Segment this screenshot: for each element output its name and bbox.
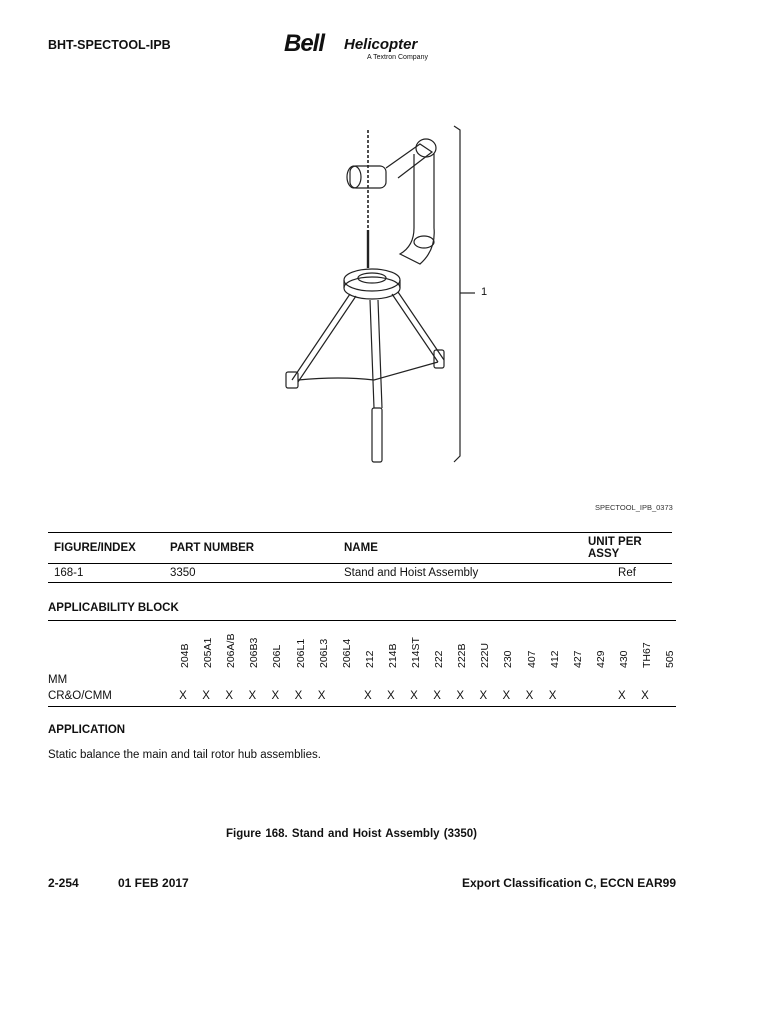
model-label: 222B (456, 643, 469, 668)
callout-number: 1 (481, 286, 488, 298)
document-id: BHT-SPECTOOL-IPB (48, 38, 171, 52)
application-text: Static balance the main and tail rotor hub assemblies. (48, 749, 321, 761)
col-figure-index: FIGURE/INDEX (48, 533, 164, 564)
applicability-mark: X (202, 690, 210, 702)
revision-date: 01 FEB 2017 (118, 876, 189, 890)
applicability-mark: X (387, 690, 395, 702)
applicability-mark: X (410, 690, 418, 702)
model-column-header (339, 626, 357, 668)
model-column-header (362, 626, 380, 668)
model-label: 214ST (410, 637, 422, 668)
model-column-header (477, 626, 495, 668)
model-label: 222U (479, 642, 492, 668)
model-label: 412 (548, 650, 561, 668)
model-column-header (547, 626, 565, 668)
applicability-mark: X (179, 690, 187, 702)
model-column-header (269, 626, 287, 668)
logo-main-text: Bell (284, 30, 325, 57)
model-column-header (524, 626, 542, 668)
model-column-header (500, 626, 518, 668)
model-label: 206L3 (317, 638, 330, 668)
model-column-header (200, 626, 218, 668)
model-column-header (662, 626, 680, 668)
cell-figure-index: 168-1 (48, 564, 164, 583)
model-label: 505 (664, 650, 677, 668)
model-label: 222 (433, 650, 446, 668)
model-label: 206L1 (294, 638, 307, 668)
model-column-header (616, 626, 634, 668)
model-column-header (431, 626, 449, 668)
model-label: 429 (594, 650, 607, 668)
cell-part-number: 3350 (164, 564, 338, 583)
model-label: TH67 (641, 642, 653, 668)
applicability-mark: X (433, 690, 441, 702)
stand-and-hoist-illustration (270, 118, 480, 468)
model-label: 204B (179, 643, 191, 668)
export-classification: Export Classification C, ECCN EAR99 (461, 876, 676, 890)
col-part-number: PART NUMBER (164, 533, 338, 564)
logo-tagline: A Textron Company (367, 54, 428, 61)
model-column-header (385, 626, 403, 668)
applicability-bottom-rule (48, 706, 676, 707)
model-column-header (570, 626, 588, 668)
model-label: 407 (525, 650, 538, 668)
col-name: NAME (338, 533, 582, 564)
model-column-header (408, 626, 426, 668)
model-label: 206L4 (340, 638, 353, 668)
applicability-title: APPLICABILITY BLOCK (48, 602, 179, 614)
applicability-mark: X (479, 690, 488, 702)
model-column-header (593, 626, 611, 668)
table-row (48, 564, 672, 583)
parts-table-header (48, 533, 672, 564)
model-column-header (639, 626, 657, 668)
row-label-mm: MM (48, 674, 68, 686)
drawing-reference: SPECTOOL_IPB_0373 (595, 503, 673, 512)
bell-helicopter-logo (284, 30, 444, 66)
parts-table (48, 532, 672, 583)
model-column-header (246, 626, 264, 668)
model-label: 205A1 (202, 637, 215, 668)
applicability-mark: X (525, 690, 534, 702)
applicability-mark: X (271, 690, 280, 702)
model-label: 212 (363, 650, 376, 668)
application-title: APPLICATION (48, 724, 126, 736)
applicability-mark: X (548, 690, 557, 702)
applicability-mark: X (641, 690, 649, 702)
logo-sub-text: Helicopter (344, 36, 418, 53)
model-label: 206L (271, 644, 284, 668)
figure-caption: Figure 168. Stand and Hoist Assembly (3350) (226, 828, 477, 840)
model-column-header (454, 626, 472, 668)
model-column-header (293, 626, 311, 668)
page-number: 2-254 (48, 876, 79, 890)
applicability-mark: X (248, 690, 257, 702)
model-label: 230 (502, 650, 515, 668)
model-label: 206B3 (248, 637, 261, 668)
cell-name: Stand and Hoist Assembly (338, 564, 582, 583)
applicability-mark: X (456, 690, 465, 702)
col-unit-per-assy: UNIT PER ASSY (582, 533, 672, 564)
model-column-header (177, 626, 195, 668)
applicability-mark: X (225, 690, 234, 702)
applicability-top-rule (48, 620, 676, 621)
model-label: 206A/B (225, 633, 238, 668)
applicability-mark: X (502, 690, 511, 702)
applicability-mark: X (618, 690, 626, 702)
applicability-mark: X (317, 690, 326, 702)
model-column-header (223, 626, 241, 668)
model-label: 214B (386, 643, 399, 668)
applicability-mark: X (363, 690, 372, 702)
row-label-cro-cmm: CR&O/CMM (48, 690, 112, 702)
model-label: 427 (571, 650, 584, 668)
model-label: 430 (617, 650, 630, 668)
model-column-header (316, 626, 334, 668)
applicability-mark: X (294, 690, 303, 702)
cell-unit-per-assy: Ref (582, 564, 672, 583)
